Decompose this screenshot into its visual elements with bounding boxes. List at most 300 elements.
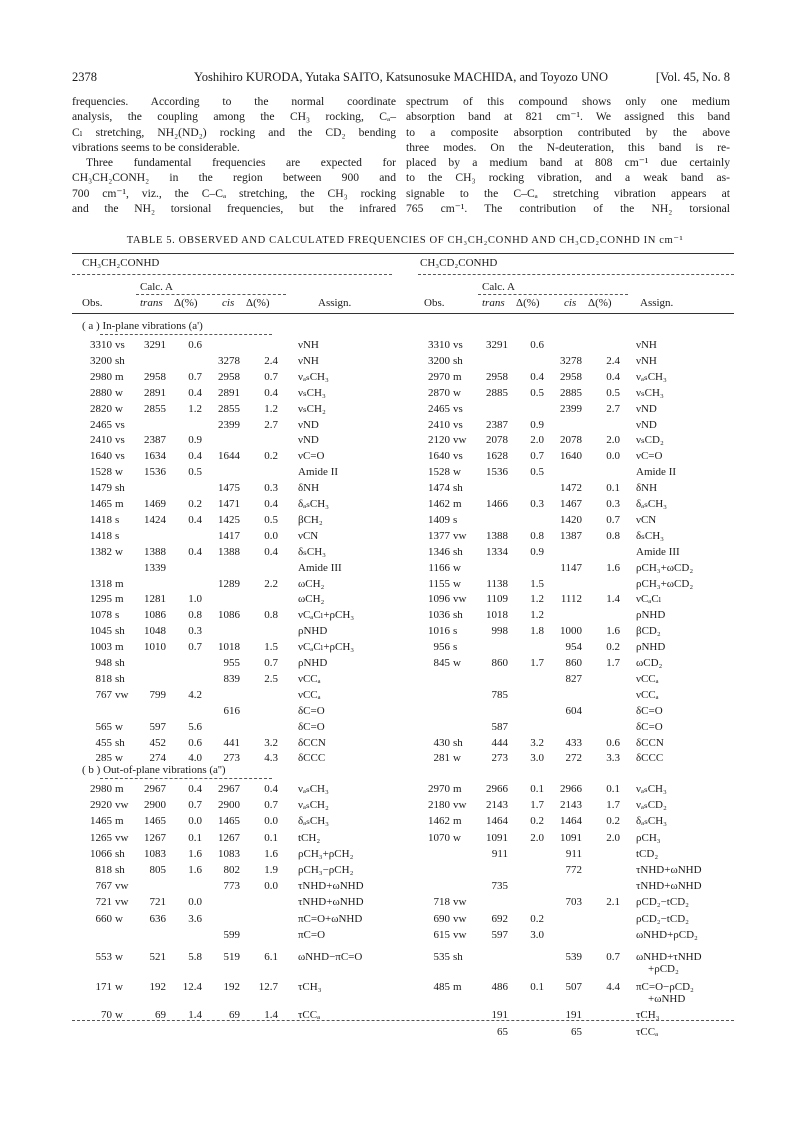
right-assignment: ρNHD <box>636 609 666 622</box>
left-cis-value: 1644 <box>218 450 240 463</box>
left-obs-intensity: m <box>115 577 124 590</box>
left-cis-delta: 0.0 <box>264 880 278 893</box>
right-obs-value: 1096 <box>428 593 450 606</box>
right-cis-value: 1420 <box>560 513 582 526</box>
right-trans-value: 191 <box>491 1009 508 1022</box>
page-number: 2378 <box>72 70 97 84</box>
left-obs-value: 1295 <box>90 593 112 606</box>
right-obs-intensity: vs <box>453 402 463 415</box>
right-trans-value: 2966 <box>486 783 508 795</box>
left-cis-delta: 0.7 <box>264 657 278 669</box>
right-assignment-continuation: +ρCD₂ <box>648 963 679 975</box>
right-obs-intensity: w <box>453 386 461 399</box>
left-assignment: νₐₛCH₃ <box>298 783 329 795</box>
left-assignment: Amide II <box>298 466 339 479</box>
right-trans-delta: 0.9 <box>530 545 544 558</box>
left-cis-value: 1471 <box>218 498 240 510</box>
left-trans-delta: 1.6 <box>188 847 202 860</box>
left-cis-value: 1289 <box>218 577 240 590</box>
right-assignment: ωNHD+τNHD <box>636 951 702 963</box>
left-assignment: tCH₂ <box>298 831 321 844</box>
right-obs-intensity: vw <box>453 928 467 941</box>
left-obs-intensity: m <box>115 815 124 828</box>
right-cis-delta: 0.0 <box>606 450 620 463</box>
right-trans-value: 2143 <box>486 799 508 812</box>
left-assignment: νₛCH₃ <box>298 386 326 399</box>
left-trans-delta: 0.4 <box>188 783 202 795</box>
left-assignment: νND <box>298 418 319 431</box>
text-line: 700 cm⁻¹, viz., the C–Cₐ stretching, the CH₃ rocking <box>72 186 396 200</box>
right-cis-value: 3278 <box>560 354 582 367</box>
text-line: 765 cm⁻¹. The contribution of the NH₂ torsional <box>406 202 730 216</box>
left-obs-value: 1318 <box>90 577 112 590</box>
right-assignment: νCCₐ <box>636 672 659 685</box>
right-cis-value: 1112 <box>560 593 582 606</box>
running-header <box>72 70 730 86</box>
right-cis-value: 1467 <box>560 498 582 510</box>
left-trans-value: 452 <box>149 736 166 749</box>
left-trans-delta: 0.2 <box>188 498 202 510</box>
right-obs-intensity: sh <box>453 545 463 558</box>
right-obs-intensity: vw <box>453 912 467 925</box>
left-cis-delta: 2.2 <box>264 577 278 590</box>
right-assignment: ρNHD <box>636 641 666 654</box>
right-assignment: δC=O <box>636 720 663 733</box>
right-assignment: νNH <box>636 339 657 351</box>
left-trans-value: 3291 <box>144 339 166 351</box>
col-cis-right: cis <box>564 297 577 309</box>
right-cis-value: 539 <box>565 951 582 963</box>
right-trans-delta: 0.3 <box>530 498 544 510</box>
col-delta-right: Δ(%) <box>516 297 540 309</box>
compound-right-header: CH₃CD₂CONHD <box>420 257 498 269</box>
left-obs-value: 171 <box>95 981 112 994</box>
left-trans-value: 1634 <box>144 450 166 463</box>
left-cis-delta: 3.2 <box>264 736 278 749</box>
left-obs-value: 2920 <box>90 799 112 812</box>
right-trans-value: 1109 <box>486 593 508 606</box>
left-cis-value: 1018 <box>218 641 240 654</box>
left-assignment: δNH <box>298 482 320 495</box>
col-delta2-left: Δ(%) <box>246 297 270 309</box>
right-trans-delta: 1.8 <box>530 625 544 638</box>
left-obs-value: 1418 <box>90 513 112 526</box>
right-cis-value: 703 <box>565 896 582 909</box>
right-trans-value: 587 <box>491 720 508 733</box>
left-obs-value: 70 <box>101 1009 112 1022</box>
left-cis-delta: 2.5 <box>264 672 278 685</box>
right-trans-value: 998 <box>491 625 508 638</box>
left-trans-value: 799 <box>149 688 166 701</box>
left-obs-value: 1078 <box>90 609 112 622</box>
right-cis-value: 1472 <box>560 482 582 495</box>
right-trans-delta: 0.5 <box>530 466 544 479</box>
right-assignment: νₐₛCD₂ <box>636 799 667 812</box>
left-assignment: δC=O <box>298 704 325 717</box>
right-obs-intensity: vs <box>453 418 463 431</box>
left-obs-intensity: sh <box>115 482 125 495</box>
left-trans-value: 2958 <box>144 370 166 383</box>
right-trans-value: 1464 <box>486 815 508 828</box>
left-obs-intensity: sh <box>115 354 125 367</box>
left-cis-delta: 0.4 <box>264 545 278 558</box>
left-assignment: δCCC <box>298 752 326 765</box>
right-trans-delta: 0.8 <box>530 529 544 542</box>
left-cis-delta: 0.0 <box>264 529 278 542</box>
left-cis-delta: 4.3 <box>264 752 278 765</box>
right-cis-value: 954 <box>565 641 582 654</box>
col-delta2-right: Δ(%) <box>588 297 612 309</box>
right-trans-delta: 0.5 <box>530 386 544 399</box>
right-obs-value: 2180 <box>428 799 450 812</box>
left-obs-intensity: s <box>115 609 120 622</box>
right-assignment: ωNHD+ρCD₂ <box>636 928 698 941</box>
right-cis-delta: 1.4 <box>606 593 620 606</box>
right-obs-intensity: sh <box>453 354 463 367</box>
left-cis-delta: 1.6 <box>264 847 278 860</box>
left-obs-intensity: vw <box>115 799 129 812</box>
col-cis-left: cis <box>222 297 235 309</box>
left-obs-value: 1640 <box>90 450 112 463</box>
right-trans-delta: 0.1 <box>530 981 544 994</box>
left-obs-intensity: w <box>115 720 123 733</box>
right-assignment: νCCₐ <box>636 688 659 701</box>
right-trans-delta: 0.4 <box>530 370 544 383</box>
right-cis-value: 191 <box>565 1009 582 1022</box>
right-trans-delta: 1.2 <box>530 609 544 622</box>
left-trans-delta: 1.0 <box>188 593 202 606</box>
right-assignment: ρCD₂−tCD₂ <box>636 912 689 925</box>
left-cis-value: 1083 <box>218 847 240 860</box>
text-line: absorption band at 821 cm⁻¹. We assigned this band <box>406 110 730 124</box>
left-trans-value: 192 <box>149 981 166 994</box>
left-obs-intensity: sh <box>115 736 125 749</box>
left-obs-intensity: m <box>115 370 124 383</box>
right-cis-delta: 0.6 <box>606 736 620 749</box>
left-obs-intensity: w <box>115 981 123 994</box>
left-trans-value: 721 <box>149 896 166 909</box>
left-assignment: τCCₐ <box>298 1009 321 1022</box>
table-bottom-rule <box>72 1020 734 1021</box>
left-assignment: τCH₃ <box>298 981 322 994</box>
left-obs-value: 285 <box>95 752 112 765</box>
left-assignment: τNHD+ωNHD <box>298 896 364 909</box>
left-cis-delta: 0.8 <box>264 609 278 622</box>
left-cis-delta: 1.9 <box>264 864 278 876</box>
left-obs-value: 721 <box>95 896 112 909</box>
right-obs-value: 2120 <box>428 434 450 447</box>
right-cis-value: 860 <box>565 657 582 669</box>
left-trans-delta: 0.9 <box>188 434 202 447</box>
right-trans-delta: 0.9 <box>530 418 544 431</box>
left-trans-value: 2387 <box>144 434 166 447</box>
left-cis-delta: 12.7 <box>258 981 278 994</box>
right-trans-value: 486 <box>491 981 508 994</box>
left-trans-delta: 0.0 <box>188 815 202 828</box>
right-obs-value: 3200 <box>428 354 450 367</box>
right-cis-value: 272 <box>565 752 582 765</box>
left-cis-value: 773 <box>223 880 240 893</box>
left-cis-delta: 2.4 <box>264 354 278 367</box>
right-trans-value: 444 <box>491 736 508 749</box>
right-cis-delta: 0.7 <box>606 513 620 526</box>
text-line: Three fundamental frequencies are expected for <box>86 156 396 170</box>
right-assignment: δₛCH₃ <box>636 529 665 542</box>
left-cis-value: 802 <box>223 864 240 876</box>
left-cis-delta: 1.4 <box>264 1009 278 1022</box>
right-assignment: νCₐCₗ <box>636 593 662 606</box>
left-cis-delta: 0.1 <box>264 831 278 844</box>
left-trans-delta: 0.4 <box>188 386 202 399</box>
left-trans-delta: 1.4 <box>188 1009 202 1022</box>
right-obs-intensity: sh <box>453 951 463 963</box>
left-assignment: νCCₐ <box>298 672 321 685</box>
right-trans-value: 911 <box>491 847 508 860</box>
right-cis-delta: 1.7 <box>606 657 620 669</box>
left-cis-delta: 0.2 <box>264 450 278 463</box>
right-obs-value: 2970 <box>428 370 450 383</box>
right-obs-intensity: m <box>453 370 462 383</box>
right-obs-value: 2410 <box>428 418 450 431</box>
right-trans-delta: 0.2 <box>530 815 544 828</box>
left-assignment: δC=O <box>298 720 325 733</box>
left-cis-value: 2399 <box>218 418 240 431</box>
right-assignment: ρCH₃+ωCD₂ <box>636 561 694 574</box>
right-obs-intensity: w <box>453 657 461 669</box>
left-assignment: ρCH₃+ρCH₂ <box>298 847 354 860</box>
left-trans-value: 1424 <box>144 513 166 526</box>
left-trans-value: 597 <box>149 720 166 733</box>
right-trans-delta: 0.6 <box>530 339 544 351</box>
left-cis-delta: 0.4 <box>264 498 278 510</box>
right-assignment: ρCD₂−tCD₂ <box>636 896 689 909</box>
right-assignment: δCCN <box>636 736 664 749</box>
left-trans-value: 1086 <box>144 609 166 622</box>
right-assignment: νₐₛCH₃ <box>636 783 667 795</box>
body-column-left <box>72 94 396 244</box>
right-assignment: ρCH₃ <box>636 831 661 844</box>
left-obs-intensity: vs <box>115 450 125 463</box>
right-cis-value: 1387 <box>560 529 582 542</box>
right-cis-delta: 2.0 <box>606 831 620 844</box>
right-trans-value: 1091 <box>486 831 508 844</box>
text-line: to a composite absorption contributed by the above <box>406 125 730 139</box>
col-obs-right: Obs. <box>424 297 445 309</box>
left-assignment: ωCH₂ <box>298 577 325 590</box>
left-obs-value: 1418 <box>90 529 112 542</box>
left-trans-delta: 1.2 <box>188 402 202 415</box>
body-column-right <box>406 94 730 244</box>
right-obs-intensity: m <box>453 981 462 994</box>
right-cis-delta: 0.3 <box>606 498 620 510</box>
section-b-title: ( b ) Out-of-plane vibrations (a'') <box>82 764 226 776</box>
right-obs-value: 1409 <box>428 513 450 526</box>
left-cis-value: 441 <box>223 736 240 749</box>
left-cis-value: 1267 <box>218 831 240 844</box>
left-obs-intensity: m <box>115 593 124 606</box>
right-cis-value: 911 <box>565 847 582 860</box>
calc-label-right: Calc. A <box>482 281 515 293</box>
col-trans-left: trans <box>140 297 163 309</box>
left-assignment: ρCH₃−ρCH₂ <box>298 864 354 876</box>
text-line: three modes. On the N-deuteration, this band is re- <box>406 140 730 154</box>
left-obs-intensity: m <box>115 498 124 510</box>
left-trans-delta: 0.0 <box>188 896 202 909</box>
right-trans-delta: 2.0 <box>530 831 544 844</box>
right-trans-delta: 0.2 <box>530 912 544 925</box>
left-obs-value: 2880 <box>90 386 112 399</box>
text-line: vibrations seems to be considerable. <box>72 140 240 154</box>
left-obs-intensity: w <box>115 402 123 415</box>
left-trans-delta: 4.0 <box>188 752 202 765</box>
col-delta-left: Δ(%) <box>174 297 198 309</box>
right-cis-value: 2966 <box>560 783 582 795</box>
left-assignment: βCH₂ <box>298 513 323 526</box>
text-line: Cₗ stretching, NH₂(ND₂) rocking and the CD₂ bending <box>72 125 396 139</box>
right-assignment: νND <box>636 418 657 431</box>
right-assignment: τNHD+ωNHD <box>636 880 702 893</box>
left-cis-value: 1425 <box>218 513 240 526</box>
left-trans-delta: 0.4 <box>188 545 202 558</box>
right-assignment: τNHD+ωNHD <box>636 864 702 876</box>
table-caption: TABLE 5. OBSERVED AND CALCULATED FREQUENCIES OF CH₃CH₂CONHD AND CH₃CD₂CONHD IN cm⁻¹ <box>126 235 684 246</box>
left-obs-value: 1003 <box>90 641 112 654</box>
left-obs-intensity: w <box>115 752 123 765</box>
left-obs-intensity: vs <box>115 339 125 351</box>
right-obs-intensity: m <box>453 498 462 510</box>
left-cis-delta: 0.4 <box>264 783 278 795</box>
left-cis-delta: 0.0 <box>264 815 278 828</box>
left-cis-value: 273 <box>223 752 240 765</box>
right-cis-value: 827 <box>565 672 582 685</box>
left-cis-value: 1388 <box>218 545 240 558</box>
right-obs-intensity: vw <box>453 434 467 447</box>
right-trans-value: 597 <box>491 928 508 941</box>
left-trans-value: 1281 <box>144 593 166 606</box>
author-line: Yoshihiro KURODA, Yutaka SAITO, Katsunosuke MACHIDA, and Toyozo UNO <box>194 70 608 84</box>
compound-left-header: CH₃CH₂CONHD <box>82 257 160 269</box>
right-obs-value: 956 <box>433 641 450 654</box>
left-trans-delta: 3.6 <box>188 912 202 925</box>
right-trans-value: 2958 <box>486 370 508 383</box>
left-assignment: δₐₛCH₃ <box>298 498 330 510</box>
left-trans-value: 1048 <box>144 625 166 638</box>
left-assignment: ωNHD−πC=O <box>298 951 363 963</box>
right-obs-value: 845 <box>433 657 450 669</box>
left-trans-value: 274 <box>149 752 166 765</box>
right-assignment: νC=O <box>636 450 663 463</box>
right-obs-intensity: vw <box>453 896 467 909</box>
right-assignment: νND <box>636 402 657 415</box>
right-assignment: νₛCD₂ <box>636 434 664 447</box>
right-trans-value: 1138 <box>486 577 508 590</box>
left-assignment: νₛCH₂ <box>298 402 326 415</box>
left-cis-value: 1417 <box>218 529 240 542</box>
left-trans-value: 2855 <box>144 402 166 415</box>
right-trans-delta: 1.5 <box>530 577 544 590</box>
left-obs-value: 948 <box>95 657 112 669</box>
left-cis-delta: 0.3 <box>264 482 278 495</box>
left-trans-delta: 0.7 <box>188 799 202 812</box>
left-obs-value: 3200 <box>90 354 112 367</box>
left-obs-intensity: vw <box>115 880 129 893</box>
left-obs-intensity: m <box>115 783 124 795</box>
left-trans-delta: 0.1 <box>188 831 202 844</box>
left-cis-value: 599 <box>223 928 240 941</box>
left-obs-value: 1045 <box>90 625 112 638</box>
left-obs-intensity: vw <box>115 688 129 701</box>
text-line: CH₃CH₂CONH₂ in the region between 900 and <box>72 171 396 185</box>
right-obs-intensity: w <box>453 561 461 574</box>
left-trans-value: 805 <box>149 864 166 876</box>
right-obs-intensity: s <box>453 513 458 526</box>
left-trans-value: 1010 <box>144 641 166 654</box>
left-trans-value: 1536 <box>144 466 166 479</box>
right-trans-delta: 3.2 <box>530 736 544 749</box>
right-obs-value: 718 <box>433 896 450 909</box>
right-trans-value: 273 <box>491 752 508 765</box>
col-trans-right: trans <box>482 297 505 309</box>
left-trans-value: 521 <box>149 951 166 963</box>
right-trans-value: 860 <box>491 657 508 669</box>
left-obs-intensity: sh <box>115 657 125 669</box>
right-obs-value: 1377 <box>428 529 450 542</box>
right-obs-intensity: w <box>453 466 461 479</box>
right-trans-value: 692 <box>491 912 508 925</box>
left-obs-intensity: sh <box>115 672 125 685</box>
left-trans-delta: 0.6 <box>188 736 202 749</box>
left-assignment: νₐₛCH₃ <box>298 370 329 383</box>
left-trans-value: 1339 <box>144 561 166 574</box>
right-trans-value: 3291 <box>486 339 508 351</box>
left-obs-value: 553 <box>95 951 112 963</box>
left-obs-intensity: s <box>115 513 120 526</box>
left-obs-value: 455 <box>95 736 112 749</box>
right-obs-intensity: m <box>453 783 462 795</box>
left-obs-intensity: vs <box>115 418 125 431</box>
right-obs-intensity: sh <box>453 609 463 622</box>
left-cis-value: 2967 <box>218 783 240 795</box>
right-assignment: δCCC <box>636 752 664 765</box>
right-obs-value: 485 <box>433 981 450 994</box>
left-obs-intensity: w <box>115 1009 123 1022</box>
right-cis-value: 2885 <box>560 386 582 399</box>
right-cis-delta: 0.4 <box>606 370 620 383</box>
right-obs-intensity: w <box>453 752 461 765</box>
left-cis-value: 2900 <box>218 799 240 812</box>
text-line: and the NH₂ torsional frequencies, but the infrared <box>72 202 396 216</box>
left-obs-value: 1066 <box>90 847 112 860</box>
right-obs-intensity: vs <box>453 339 463 351</box>
right-cis-delta: 0.1 <box>606 783 620 795</box>
left-obs-intensity: m <box>115 641 124 654</box>
right-cis-value: 1000 <box>560 625 582 638</box>
right-obs-value: 1462 <box>428 815 450 828</box>
right-cis-value: 65 <box>571 1025 582 1038</box>
right-trans-delta: 0.1 <box>530 783 544 795</box>
right-obs-value: 690 <box>433 912 450 925</box>
left-obs-value: 2980 <box>90 783 112 795</box>
left-obs-value: 1528 <box>90 466 112 479</box>
right-trans-delta: 1.2 <box>530 593 544 606</box>
left-assignment: νₐₛCH₂ <box>298 799 329 812</box>
left-obs-value: 2820 <box>90 402 112 415</box>
left-trans-delta: 5.6 <box>188 720 202 733</box>
left-trans-delta: 0.8 <box>188 609 202 622</box>
right-trans-value: 1466 <box>486 498 508 510</box>
left-cis-delta: 0.4 <box>264 386 278 399</box>
left-cis-value: 519 <box>223 951 240 963</box>
